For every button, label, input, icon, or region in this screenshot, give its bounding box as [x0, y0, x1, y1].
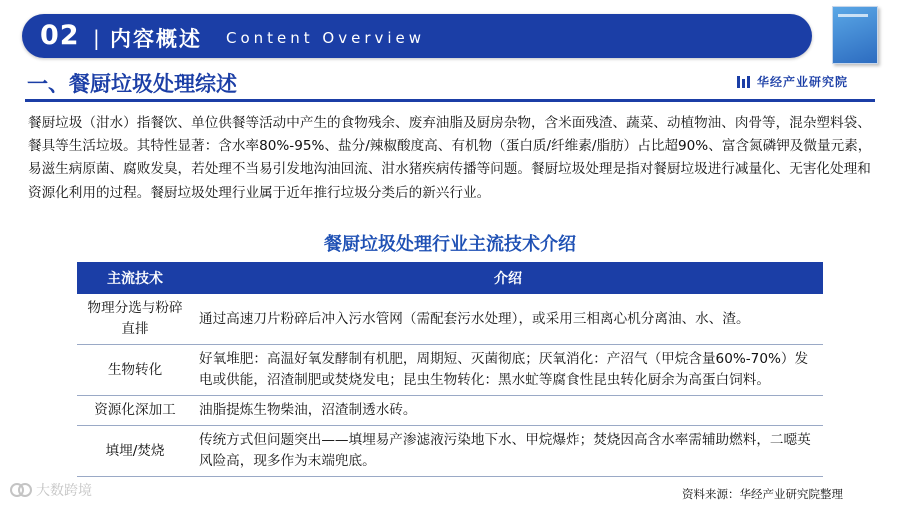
section-divider: [25, 99, 875, 102]
report-cover-icon: [832, 6, 878, 64]
section-title: 一、餐厨垃圾处理综述: [27, 72, 237, 96]
watermark-text: 大数跨境: [36, 483, 92, 499]
section-number: 02: [40, 20, 80, 51]
technology-table: [77, 262, 823, 477]
table-title: 餐厨垃圾处理行业主流技术介绍: [324, 234, 576, 255]
header-title-en: Content Overview: [226, 29, 426, 47]
header-description: 介绍: [193, 262, 823, 294]
source-note: 资料来源：华经产业研究院整理: [682, 487, 843, 501]
header-technology: 主流技术: [77, 262, 193, 294]
tech-description: 油脂提炼生物柴油，沼渣制透水砖。: [193, 396, 823, 426]
table-row: [77, 294, 823, 345]
cover-stripe: [838, 14, 868, 17]
tech-description: 好氧堆肥：高温好氧发酵制有机肥，周期短、灭菌彻底；厌氧消化：产沼气（甲烷含量60%-70%）发电或供能，沼渣制肥或焚烧发电；昆虫生物转化：黑水虻等腐食性昆虫转化厨余为高蛋白饲料。: [193, 345, 823, 396]
table-row: [77, 345, 823, 396]
table-header-row: [77, 262, 823, 294]
header-separator: |: [93, 26, 100, 50]
intro-paragraph: 餐厨垃圾（泔水）指餐饮、单位供餐等活动中产生的食物残余、废弃油脂及厨房杂物，含米面残渣、蔬菜、动植物油、肉骨等，混杂塑料袋、餐具等生活垃圾。其特性显著：含水率80%-95%、盐分/辣椒酸度高、有机物（蛋白质/纤维素/脂肪）占比超90%、富含氮磷钾及微量元素，易滋生病原菌、腐败发臭，若处理不当易引发地沟油回流、泔水猪疾病传播等问题。餐厨垃圾处理是指对餐厨垃圾进行减量化、无害化处理和资源化利用的过程。餐厨垃圾处理行业属于近年推行垃圾分类后的新兴行业。: [28, 115, 872, 201]
brand-mark-icon: [736, 74, 752, 90]
brand-logo: [736, 73, 848, 90]
table-row: [77, 396, 823, 426]
watermark-logo-icon: [10, 482, 32, 498]
tech-description: 通过高速刀片粉碎后冲入污水管网（需配套污水处理），或采用三相离心机分离油、水、渣。: [193, 294, 823, 345]
watermark: [10, 480, 92, 500]
header-title-zh: 内容概述: [110, 27, 202, 51]
tech-description: 传统方式但问题突出——填埋易产渗滤液污染地下水、甲烷爆炸；焚烧因高含水率需辅助燃料，二噁英风险高，现多作为末端兜底。: [193, 426, 823, 477]
tech-name: 生物转化: [77, 345, 193, 396]
tech-name: 物理分选与粉碎直排: [77, 294, 193, 345]
brand-name: 华经产业研究院: [757, 75, 849, 89]
table-row: [77, 426, 823, 477]
tech-name: 填埋/焚烧: [77, 426, 193, 477]
tech-name: 资源化深加工: [77, 396, 193, 426]
